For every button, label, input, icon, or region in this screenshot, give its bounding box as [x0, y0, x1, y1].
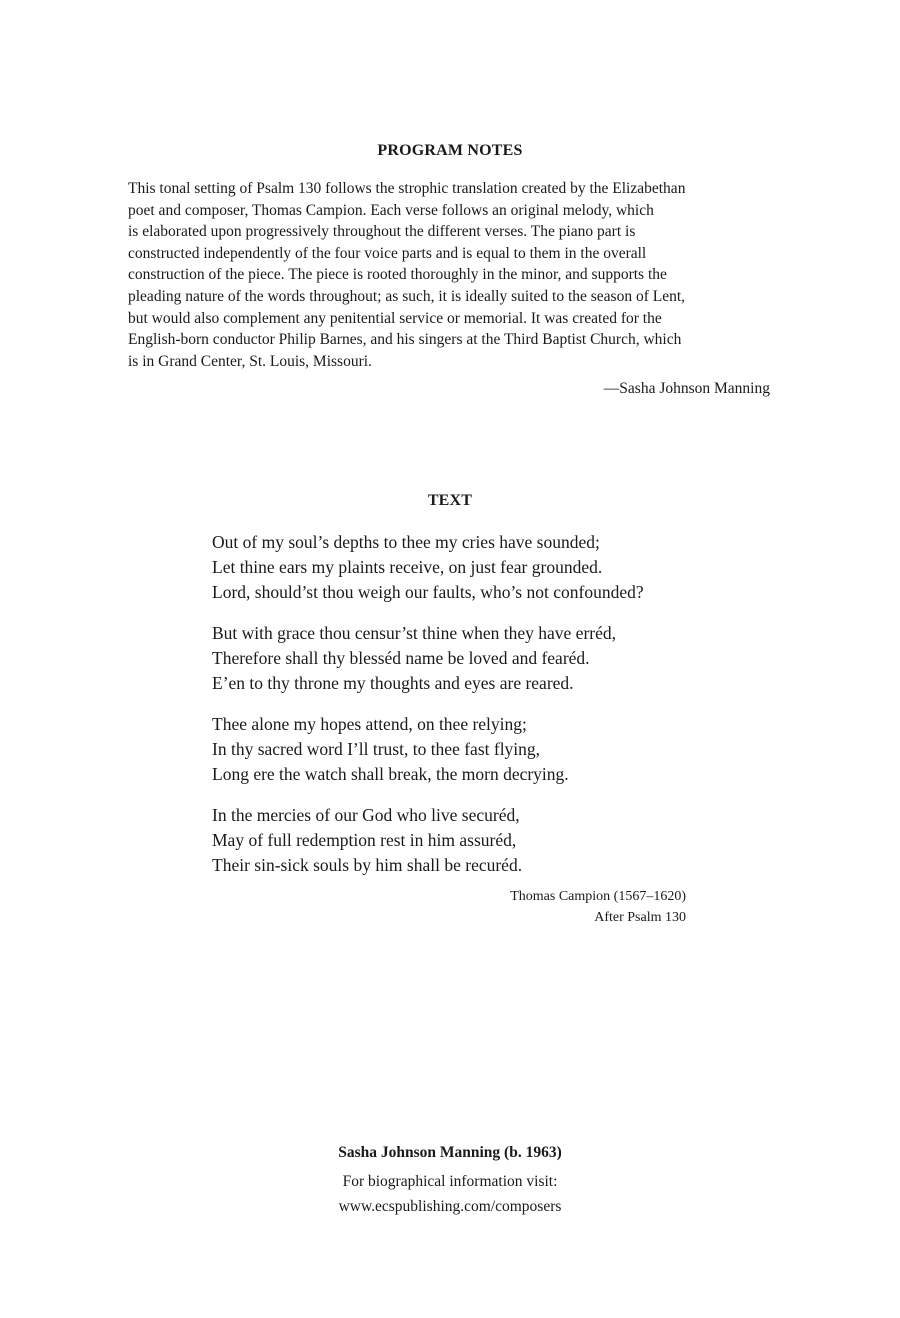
notes-line: is elaborated upon progressively throughout the different verses. The piano part is	[128, 223, 636, 241]
stanza	[212, 712, 644, 787]
notes-line: constructed independently of the four voice parts and is equal to them in the overall	[128, 244, 647, 262]
program-notes-body	[128, 178, 778, 372]
composer-info-line: For biographical information visit:	[342, 1173, 558, 1190]
poem-source: After Psalm 130	[594, 910, 686, 925]
stanza	[212, 530, 644, 605]
poem-line: Let thine ears my plaints receive, on just fear grounded.	[212, 557, 603, 577]
notes-line: poet and composer, Thomas Campion. Each verse follows an original melody, which	[128, 201, 654, 219]
notes-line: but would also complement any penitential service or memorial. It was created for the	[128, 309, 662, 327]
composer-block	[0, 1140, 900, 1219]
notes-line: is in Grand Center, St. Louis, Missouri.	[128, 352, 372, 370]
poem-line: Therefore shall thy blesséd name be loved and fearéd.	[212, 648, 590, 668]
composer-name: Sasha Johnson Manning (b. 1963)	[338, 1144, 562, 1161]
poem-line: E’en to thy throne my thoughts and eyes are reared.	[212, 673, 574, 693]
poem-attribution	[510, 886, 686, 928]
poem-line: Thee alone my hopes attend, on thee relying;	[212, 714, 527, 734]
poem-line: But with grace thou censur’st thine when they have erréd,	[212, 623, 616, 643]
poem-line: In the mercies of our God who live securéd,	[212, 805, 520, 825]
poem-line: Lord, should’st thou weigh our faults, who’s not confounded?	[212, 582, 644, 602]
program-notes-heading: PROGRAM NOTES	[377, 142, 523, 159]
poem-author: Thomas Campion (1567–1620)	[510, 889, 686, 904]
poem-line: Out of my soul’s depths to thee my cries have sounded;	[212, 532, 600, 552]
stanza	[212, 803, 644, 878]
poem	[212, 530, 644, 894]
notes-line: English-born conductor Philip Barnes, and his singers at the Third Baptist Church, which	[128, 331, 682, 349]
stanza	[212, 621, 644, 696]
notes-line: This tonal setting of Psalm 130 follows the strophic translation created by the Elizabethan	[128, 180, 686, 197]
poem-line: In thy sacred word I’ll trust, to thee fast flying,	[212, 739, 541, 759]
poem-line: Long ere the watch shall break, the morn decrying.	[212, 764, 569, 784]
composer-url: www.ecspublishing.com/composers	[338, 1198, 562, 1215]
text-heading: TEXT	[427, 492, 473, 509]
notes-line: construction of the piece. The piece is rooted thoroughly in the minor, and supports the	[128, 266, 667, 284]
poem-line: Their sin-sick souls by him shall be recuréd.	[212, 855, 523, 875]
program-notes-attribution: —Sasha Johnson Manning	[603, 380, 770, 397]
notes-line: pleading nature of the words throughout; as such, it is ideally suited to the season of Lent,	[128, 287, 686, 305]
poem-line: May of full redemption rest in him assuréd,	[212, 830, 517, 850]
